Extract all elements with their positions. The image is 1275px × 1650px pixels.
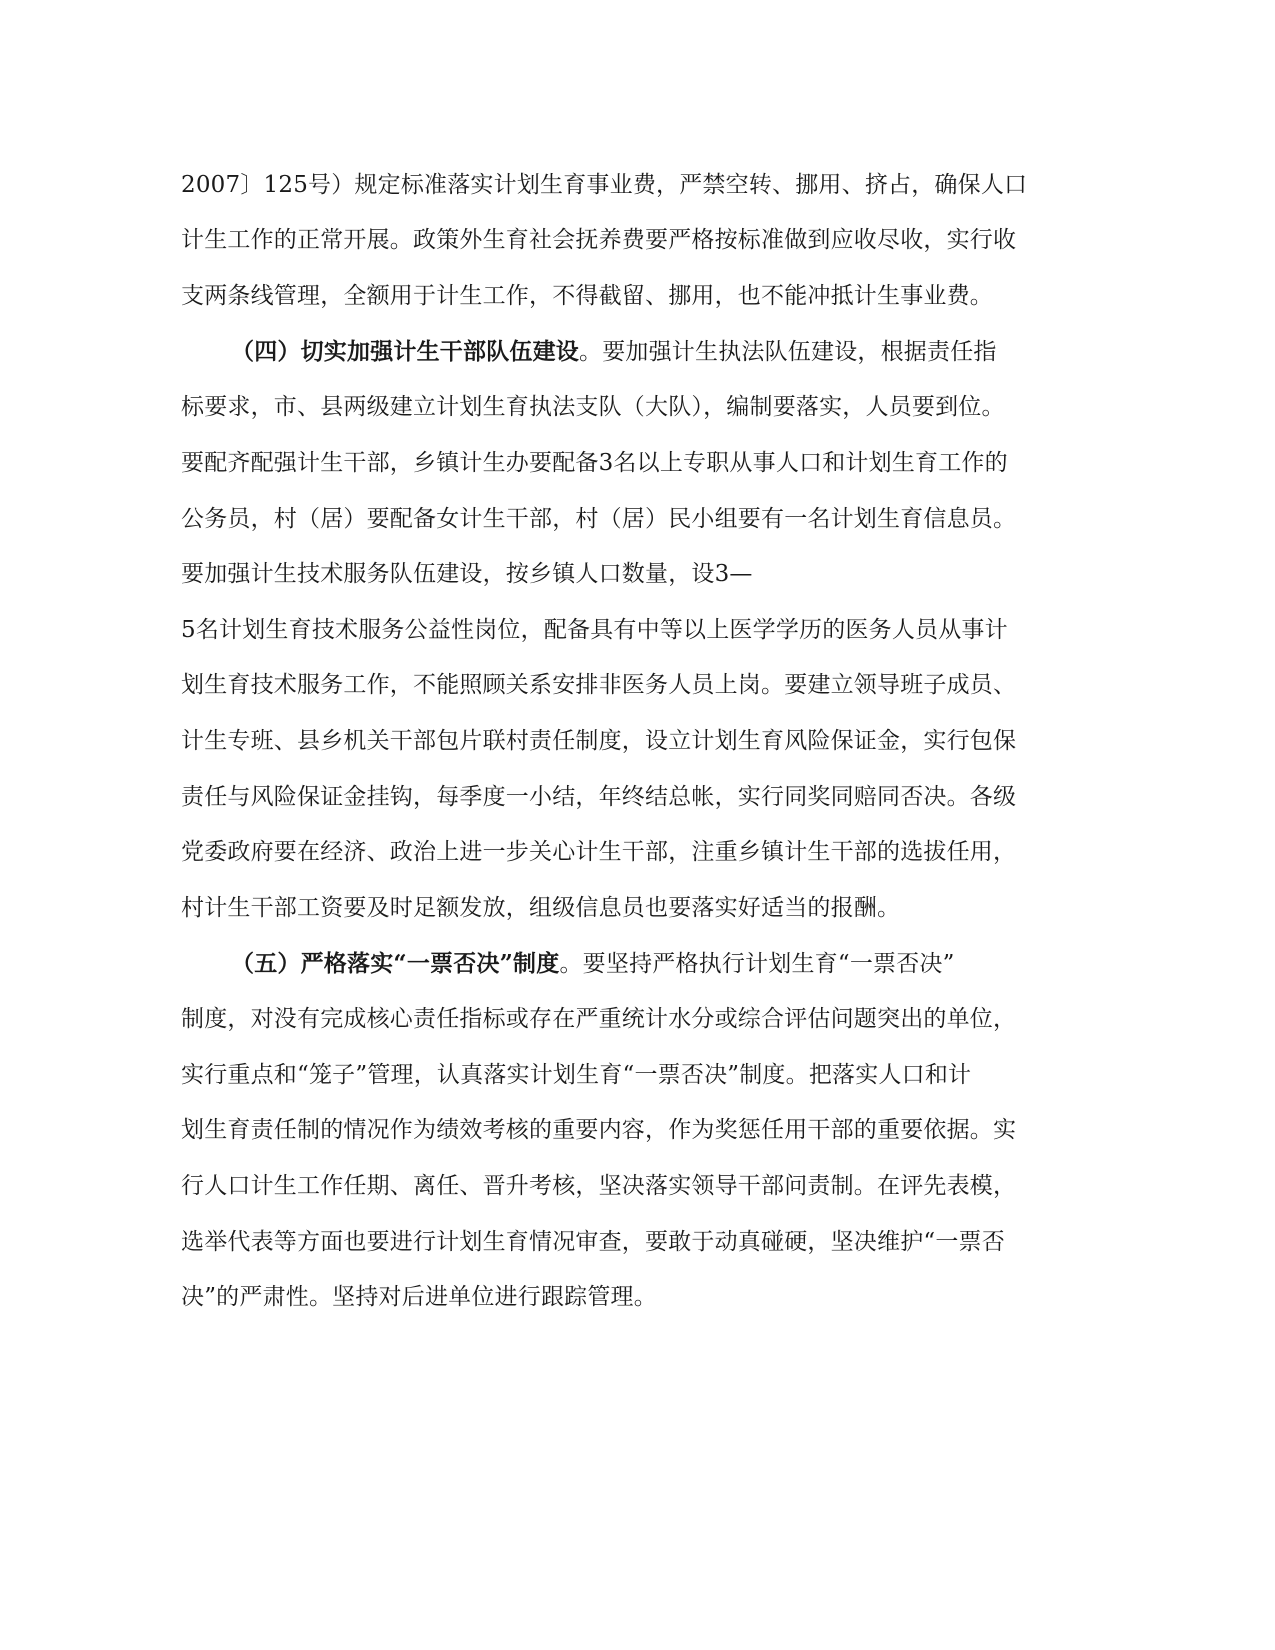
paragraph-line: 选举代表等方面也要进行计划生育情况审查，要敢于动真碰硬，坚决维护“一票否: [181, 1229, 1005, 1255]
paragraph-line: 制度，对没有完成核心责任指标或存在严重统计水分或综合评估问题突出的单位，: [181, 1006, 1017, 1032]
paragraph-line: 村计生干部工资要及时足额发放，组级信息员也要落实好适当的报酬。: [181, 895, 901, 921]
paragraph-line: 行人口计生工作任期、离任、晋升考核，坚决落实领导干部问责制。在评先表模，: [181, 1173, 1017, 1199]
paragraph-line: 5名计划生育技术服务公益性岗位，配备具有中等以上医学学历的医务人员从事计: [181, 617, 1008, 643]
paragraph-line: 公务员，村（居）要配备女计生干部，村（居）民小组要有一名计划生育信息员。: [181, 506, 1017, 532]
paragraph-line: 计生工作的正常开展。政策外生育社会抚养费要严格按标准做到应收尽收，实行收: [181, 227, 1017, 253]
section-heading-4: （四）切实加强计生干部队伍建设: [231, 338, 579, 365]
paragraph-first-line: [231, 334, 1061, 370]
paragraph-line: 决”的严肃性。坚持对后进单位进行跟踪管理。: [181, 1284, 657, 1310]
paragraph-line: 支两条线管理，全额用于计生工作，不得截留、挪用，也不能冲抵计生事业费。: [181, 283, 993, 309]
paragraph-line: 要加强计生技术服务队伍建设，按乡镇人口数量，设3—: [181, 561, 753, 587]
paragraph-line: 实行重点和“笼子”管理，认真落实计划生育“一票否决”制度。把落实人口和计: [181, 1062, 972, 1088]
section-heading-5: （五）严格落实“一票否决”制度: [231, 950, 560, 977]
paragraph-line: 党委政府要在经济、政治上进一步关心计生干部，注重乡镇计生干部的选拔任用，: [181, 839, 1017, 865]
paragraph-text: 。要加强计生执法队伍建设，根据责任指: [579, 339, 997, 365]
paragraph-first-line: [231, 946, 1061, 982]
paragraph-line: 划生育技术服务工作，不能照顾关系安排非医务人员上岗。要建立领导班子成员、: [181, 672, 1017, 698]
paragraph-line: 计生专班、县乡机关干部包片联村责任制度，设立计划生育风险保证金，实行包保: [181, 728, 1017, 754]
paragraph-line: 划生育责任制的情况作为绩效考核的重要内容，作为奖惩任用干部的重要依据。实: [181, 1117, 1017, 1143]
paragraph-line: 2007〕125号）规定标准落实计划生育事业费，严禁空转、挪用、挤占，确保人口: [181, 172, 1028, 198]
paragraph-line: 要配齐配强计生干部，乡镇计生办要配备3名以上专职从事人口和计划生育工作的: [181, 450, 1008, 476]
paragraph-line: 责任与风险保证金挂钩，每季度一小结，年终结总帐，实行同奖同赔同否决。各级: [181, 784, 1017, 810]
paragraph-text: 。要坚持严格执行计划生育“一票否决”: [559, 951, 955, 977]
paragraph-line: 标要求，市、县两级建立计划生育执法支队（大队），编制要落实，人员要到位。: [181, 394, 1005, 420]
